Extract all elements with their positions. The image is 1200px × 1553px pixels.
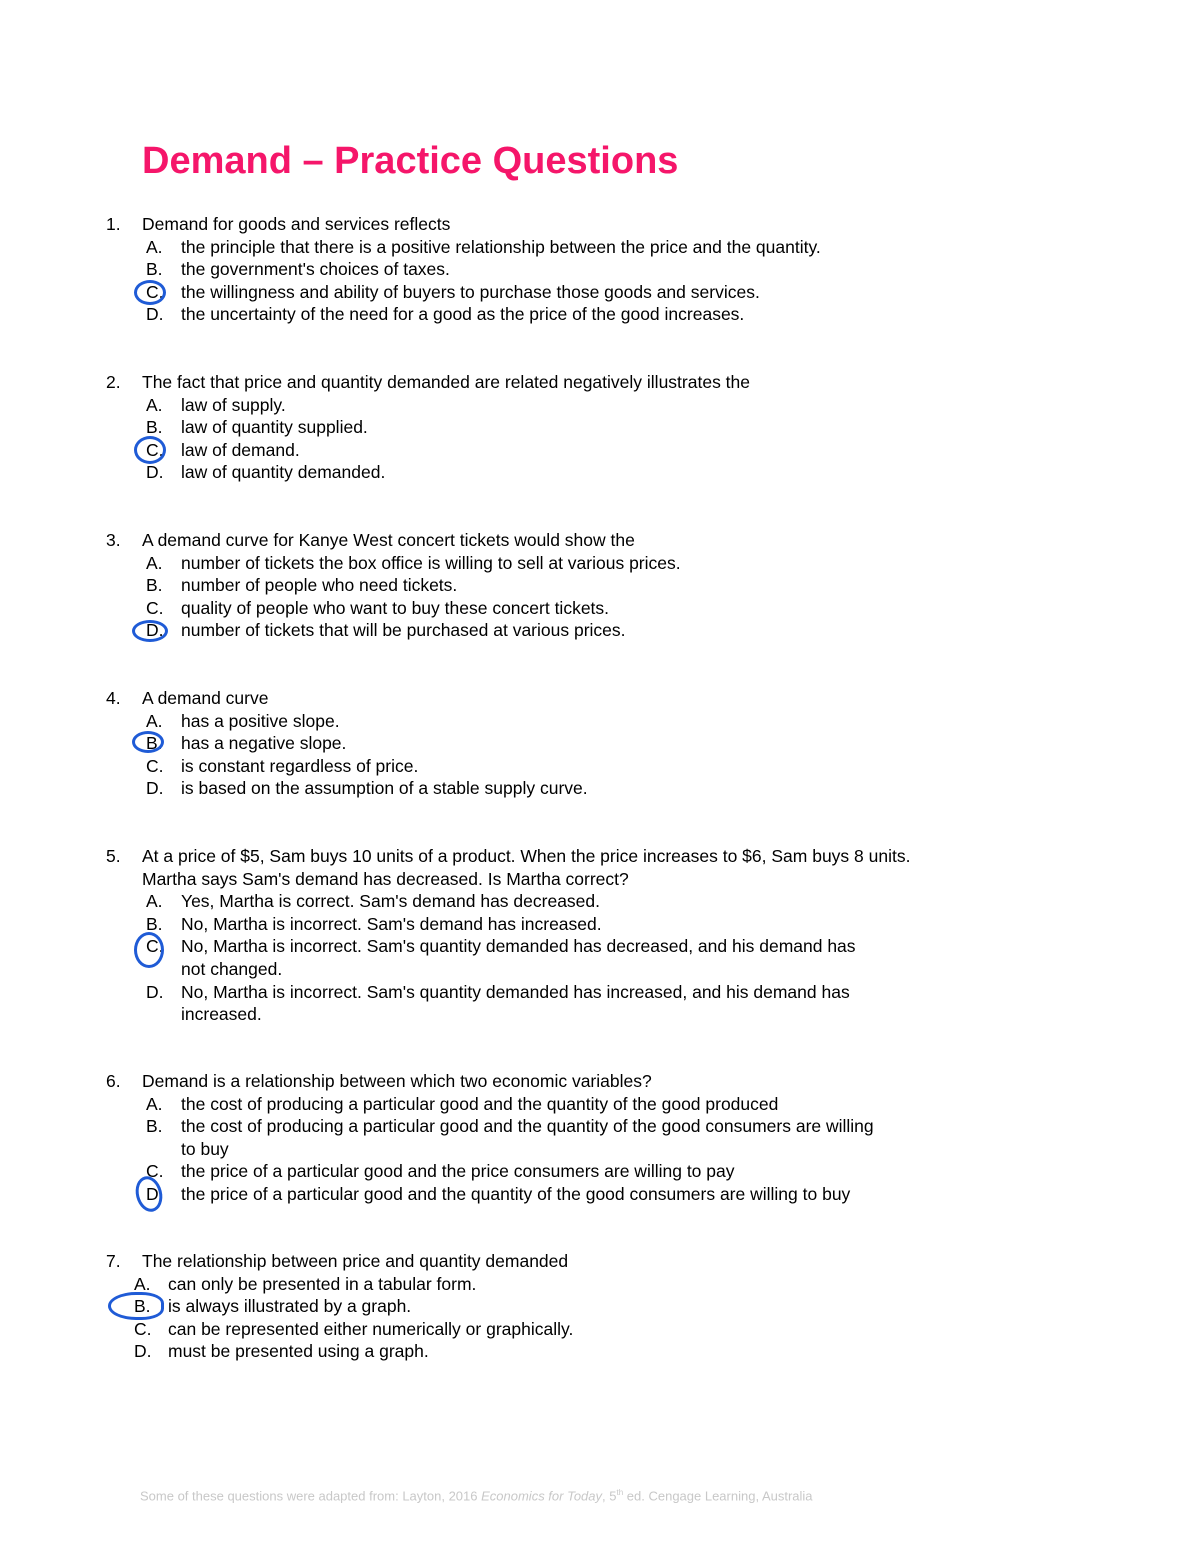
option-text: not changed. bbox=[181, 959, 283, 979]
question-number: 7. bbox=[106, 1251, 121, 1271]
option-letter: D. bbox=[134, 1341, 152, 1361]
option-letter: D. bbox=[146, 1184, 164, 1204]
footnote-separator: , 5 bbox=[602, 1488, 617, 1504]
footnote-prefix: Some of these questions were adapted from: Layton, 2016 bbox=[140, 1488, 482, 1504]
option-text: law of supply. bbox=[181, 395, 286, 415]
footnote-book-title: Economics for Today bbox=[481, 1488, 603, 1504]
question-stem: The relationship between price and quantity demanded bbox=[142, 1251, 569, 1271]
option-text: is always illustrated by a graph. bbox=[168, 1296, 412, 1316]
option-text: number of people who need tickets. bbox=[181, 575, 458, 595]
option-letter: C. bbox=[146, 282, 164, 302]
option-letter: C. bbox=[146, 440, 164, 460]
option-letter: A. bbox=[146, 1094, 163, 1114]
question-number: 1. bbox=[106, 214, 121, 234]
option-letter: C. bbox=[146, 756, 164, 776]
question-stem: A demand curve for Kanye West concert tickets would show the bbox=[142, 530, 635, 550]
option-letter: D. bbox=[146, 462, 164, 482]
option-text: the government's choices of taxes. bbox=[181, 259, 450, 279]
option-letter: D. bbox=[146, 982, 164, 1002]
option-letter: A. bbox=[134, 1274, 151, 1294]
answer-circle-mark bbox=[132, 620, 168, 642]
answer-circle-mark bbox=[108, 1292, 164, 1320]
option-text: is based on the assumption of a stable supply curve. bbox=[181, 778, 588, 798]
answer-circle-mark bbox=[132, 731, 164, 753]
question-stem: A demand curve bbox=[142, 688, 269, 708]
question-number: 6. bbox=[106, 1071, 121, 1091]
option-text: the principle that there is a positive relationship between the price and the quantity. bbox=[181, 237, 821, 257]
option-letter: C. bbox=[146, 1161, 164, 1181]
option-letter: B. bbox=[146, 733, 163, 753]
option-text: No, Martha is incorrect. Sam's demand has increased. bbox=[181, 914, 602, 934]
option-text: the price of a particular good and the quantity of the good consumers are willing to buy bbox=[181, 1184, 851, 1204]
footnote-superscript: th bbox=[616, 1488, 624, 1497]
option-text: number of tickets the box office is willing to sell at various prices. bbox=[181, 553, 681, 573]
footnote-suffix: ed. Cengage Learning, Australia bbox=[623, 1488, 813, 1504]
question-stem: At a price of $5, Sam buys 10 units of a product. When the price increases to $6, Sam buys 8 units. bbox=[142, 846, 911, 866]
option-text: the uncertainty of the need for a good as the price of the good increases. bbox=[181, 304, 745, 324]
option-text: the willingness and ability of buyers to purchase those goods and services. bbox=[181, 282, 760, 302]
option-letter: C. bbox=[146, 936, 164, 956]
option-text: has a negative slope. bbox=[181, 733, 347, 753]
option-letter: B. bbox=[146, 575, 163, 595]
option-letter: C. bbox=[134, 1319, 152, 1339]
option-text: the cost of producing a particular good and the quantity of the good produced bbox=[181, 1094, 779, 1114]
option-text: can be represented either numerically or graphically. bbox=[168, 1319, 574, 1339]
question-stem: Demand for goods and services reflects bbox=[142, 214, 451, 234]
question-number: 4. bbox=[106, 688, 121, 708]
option-text: quality of people who want to buy these concert tickets. bbox=[181, 598, 610, 618]
option-letter: B. bbox=[146, 417, 163, 437]
option-text: increased. bbox=[181, 1004, 262, 1024]
option-text: the price of a particular good and the price consumers are willing to pay bbox=[181, 1161, 735, 1181]
option-text: number of tickets that will be purchased at various prices. bbox=[181, 620, 626, 640]
option-text: the cost of producing a particular good and the quantity of the good consumers are willing bbox=[181, 1116, 874, 1136]
question-number: 3. bbox=[106, 530, 121, 550]
question-stem: Martha says Sam's demand has decreased. Is Martha correct? bbox=[142, 869, 629, 889]
option-letter: A. bbox=[146, 891, 163, 911]
option-text: can only be presented in a tabular form. bbox=[168, 1274, 477, 1294]
page-title: Demand – Practice Questions bbox=[142, 140, 679, 182]
option-letter: D. bbox=[146, 620, 164, 640]
option-letter: A. bbox=[146, 553, 163, 573]
option-letter: A. bbox=[146, 395, 163, 415]
option-letter: B. bbox=[146, 259, 163, 279]
option-letter: C. bbox=[146, 598, 164, 618]
question-number: 2. bbox=[106, 372, 121, 392]
option-text: law of demand. bbox=[181, 440, 300, 460]
option-letter: B. bbox=[146, 1116, 163, 1136]
option-letter: B. bbox=[134, 1296, 151, 1316]
source-footnote bbox=[140, 1488, 813, 1503]
option-letter: A. bbox=[146, 237, 163, 257]
option-letter: D. bbox=[146, 778, 164, 798]
option-text: to buy bbox=[181, 1139, 229, 1159]
option-text: law of quantity supplied. bbox=[181, 417, 368, 437]
question-stem: Demand is a relationship between which two economic variables? bbox=[142, 1071, 652, 1091]
answer-circle-mark bbox=[134, 280, 166, 305]
answer-circle-mark bbox=[134, 932, 164, 968]
option-text: has a positive slope. bbox=[181, 711, 340, 731]
answer-circle-mark bbox=[134, 436, 166, 464]
question-stem: The fact that price and quantity demanded are related negatively illustrates the bbox=[142, 372, 751, 392]
option-text: law of quantity demanded. bbox=[181, 462, 386, 482]
option-letter: B. bbox=[146, 914, 163, 934]
option-letter: D. bbox=[146, 304, 164, 324]
option-text: No, Martha is incorrect. Sam's quantity demanded has decreased, and his demand has bbox=[181, 936, 856, 956]
option-text: must be presented using a graph. bbox=[168, 1341, 429, 1361]
question-number: 5. bbox=[106, 846, 121, 866]
option-letter: A. bbox=[146, 711, 163, 731]
option-text: is constant regardless of price. bbox=[181, 756, 419, 776]
option-text: Yes, Martha is correct. Sam's demand has decreased. bbox=[181, 891, 601, 911]
option-text: No, Martha is incorrect. Sam's quantity demanded has increased, and his demand has bbox=[181, 982, 850, 1002]
